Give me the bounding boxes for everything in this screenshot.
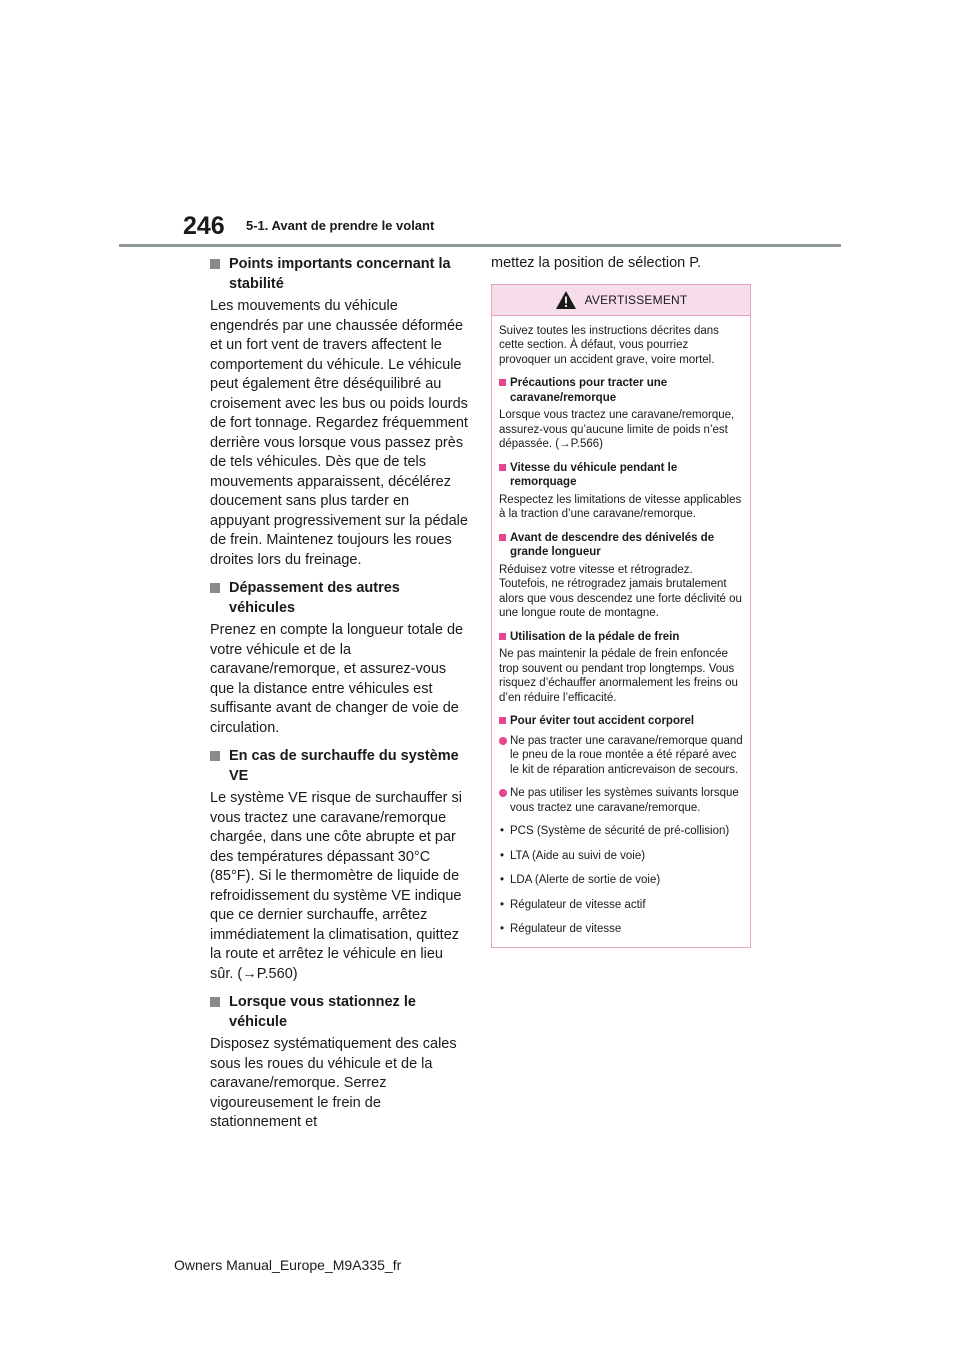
section-text: Les mouvements du véhicule engendrés par une chaussée déformée et un fort vent de travers affectent le comportement du véhicule. Le véhicule peut également être déséquilibré au croisement avec les bus ou poids lourds de fort tonnage. Regardez fréquemment derrière vous lorsque vous passez près de tels véhicules. Dès que de tels mouvements apparaissent, décélérez doucement sans plus tarder en appuyant progressivement sur la pédale de frein. Maintenez toujours les roues droites lors du freinage.: [210, 298, 468, 568]
section-overheating: [210, 746, 468, 984]
square-bullet-icon: [210, 997, 220, 1007]
warning-body: [492, 316, 750, 947]
warning-intro: Suivez toutes les instructions décrites dans cette section. À défaut, vous pourriez provoquer un accident grave, voire mortel.: [499, 324, 719, 366]
circle-item: Ne pas utiliser les systèmes suivants lorsque vous tractez une caravane/remorque.: [499, 786, 743, 815]
circle-item: Ne pas tracter une caravane/remorque quand le pneu de la roue montée a été réparé avec le kit de réparation anticrevaison de secours.: [499, 734, 743, 778]
bullet-item: • PCS (Système de sécurité de pré-collision): [500, 825, 730, 837]
page-number: 246: [183, 212, 225, 240]
warning-heading: Pour éviter tout accident corporel: [499, 714, 743, 729]
footer-text: Owners Manual_Europe_M9A335_fr: [174, 1257, 402, 1273]
warning-heading: Vitesse du véhicule pendant le remorquage: [499, 461, 743, 490]
section-heading: Dépassement des autres véhicules: [210, 578, 468, 618]
warning-triangle-icon: [555, 290, 577, 310]
warning-heading: Avant de descendre des dénivelés de grande longueur: [499, 531, 743, 560]
bullet-icon: •: [500, 923, 505, 935]
warning-box: [491, 284, 751, 948]
warning-text: Réduisez votre vitesse et rétrogradez. Toutefois, ne rétrogradez jamais brutalement alors que vous descendez une forte déclivité ou une longue route de montagne.: [499, 563, 742, 619]
square-bullet-icon: [499, 534, 506, 541]
section-overtaking: [210, 578, 468, 738]
section-heading: En cas de surchauffe du système VE: [210, 746, 468, 786]
warning-heading: Précautions pour tracter une caravane/remorque: [499, 376, 743, 405]
bullet-item: • LDA (Alerte de sortie de voie): [500, 874, 661, 886]
section-stability: [210, 254, 468, 570]
section-text: Prenez en compte la longueur totale de votre véhicule et de la caravane/remorque, et assurez-vous que la distance entre véhicules est suffisante avant de changer de voie de circulation.: [210, 622, 464, 736]
circle-bullet-icon: [499, 789, 507, 797]
square-bullet-icon: [499, 464, 506, 471]
square-bullet-icon: [210, 583, 220, 593]
bullet-icon: •: [500, 849, 505, 862]
square-bullet-icon: [499, 717, 506, 724]
continuation-text: mettez la position de sélection P.: [491, 255, 702, 271]
bullet-item: • LTA (Aide au suivi de voie): [500, 849, 646, 862]
warning-text: Lorsque vous tractez une caravane/remorque, assurez-vous qu’aucune limite de poids n’est dépassée. (→P.566): [499, 409, 735, 450]
section-heading: Points importants concernant la stabilité: [210, 254, 468, 294]
square-bullet-icon: [210, 259, 220, 269]
bullet-item: • Régulateur de vitesse: [500, 923, 622, 935]
square-bullet-icon: [210, 751, 220, 761]
header-rule: [119, 244, 841, 247]
right-column: [491, 254, 751, 948]
warning-text: Respectez les limitations de vitesse applicables à la traction d’une caravane/remorque.: [499, 493, 742, 520]
section-parking: [210, 992, 468, 1133]
bullet-icon: •: [500, 825, 505, 837]
square-bullet-icon: [499, 633, 506, 640]
square-bullet-icon: [499, 379, 506, 386]
warning-text: Ne pas maintenir la pédale de frein enfoncée trop souvent ou pendant trop longtemps. Vous risquez d’échauffer anormalement les freins ou d’en réduire l’efficacité.: [499, 648, 738, 704]
warning-heading: Utilisation de la pédale de frein: [499, 630, 743, 645]
section-heading: Lorsque vous stationnez le véhicule: [210, 992, 468, 1032]
section-title: 5-1. Avant de prendre le volant: [246, 218, 435, 233]
left-column: [210, 254, 468, 1141]
bullet-item: • Régulateur de vitesse actif: [500, 898, 646, 911]
warning-header: [492, 285, 750, 316]
circle-bullet-icon: [499, 737, 507, 745]
bullet-icon: •: [500, 898, 505, 911]
section-text: Disposez systématiquement des cales sous les roues du véhicule et de la caravane/remorque. Serrez vigoureusement le frein de stationnement et: [210, 1036, 457, 1130]
bullet-icon: •: [500, 874, 505, 886]
section-text: Le système VE risque de surchauffer si vous tractez une caravane/remorque chargée, dans une côte abrupte et par des températures dépassant 30°C (85°F). Si le thermomètre de liquide de refroidissement du système VE indique que ce dernier surchauffe, arrêtez immédiatement la climatisation, quittez la route et arrêtez le véhicule en lieu sûr. (→P.560): [210, 790, 462, 982]
warning-title: AVERTISSEMENT: [584, 292, 688, 307]
